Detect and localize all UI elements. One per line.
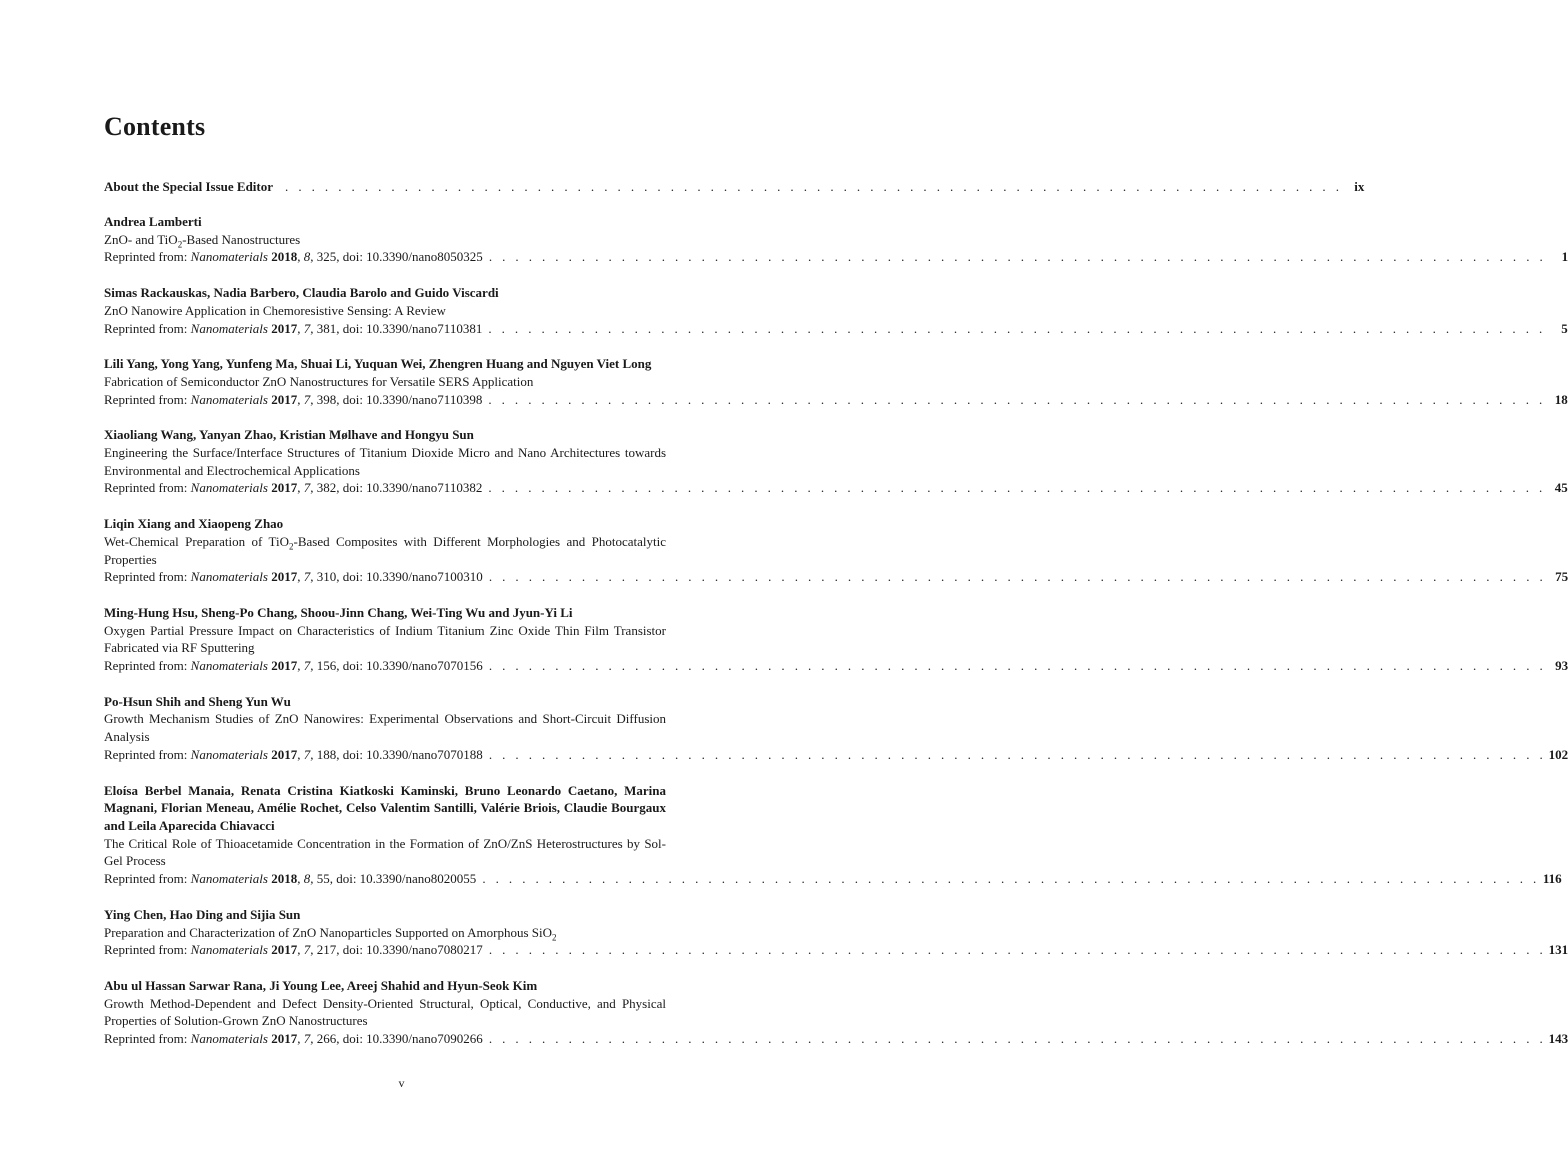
journal-name: Nanomaterials bbox=[190, 658, 268, 674]
reprint-prefix: Reprinted from: bbox=[104, 391, 191, 407]
entry-title bbox=[104, 622, 666, 657]
volume-number: 7 bbox=[303, 658, 311, 674]
leader-dots: . . . . . . . . . . . . . . . . . . . . . . . . . . . . . . . . . . . . . . . . . . . . . . . . . . . . . . . . . . . . . . . . . . . . . . . . . . . . . . . . bbox=[285, 179, 1343, 194]
reprint-citation: Reprinted from: Nanomaterials 2017, 7, 217, doi: 10.3390/nano7080217 bbox=[104, 942, 483, 958]
entry-title bbox=[104, 231, 666, 249]
title-text: Growth Mechanism Studies of ZnO Nanowires: Experimental Observations and Short-Circuit Diffusion Analysis bbox=[104, 711, 666, 745]
reprint-prefix: Reprinted from: bbox=[104, 569, 191, 585]
entry-authors: Ming-Hung Hsu, Sheng-Po Chang, Shoou-Jinn Chang, Wei-Ting Wu and Jyun-Yi Li bbox=[104, 604, 573, 620]
reprint-citation: Reprinted from: Nanomaterials 2017, 7, 188, doi: 10.3390/nano7070188 bbox=[104, 746, 483, 762]
journal-name: Nanomaterials bbox=[190, 480, 268, 496]
reprint-prefix: Reprinted from: bbox=[104, 480, 191, 496]
entry-title bbox=[104, 835, 666, 870]
toc-page-number: 75 bbox=[1555, 569, 1568, 585]
toc-entry[interactable] bbox=[104, 213, 1568, 266]
reprint-citation: Reprinted from: Nanomaterials 2017, 7, 266, doi: 10.3390/nano7090266 bbox=[104, 1031, 483, 1047]
reprint-prefix: Reprinted from: bbox=[104, 942, 191, 958]
entry-title bbox=[104, 302, 666, 320]
toc-about-label: About the Special Issue Editor bbox=[104, 179, 274, 194]
publication-year: 2017 bbox=[271, 1031, 298, 1047]
leader-dots: . . . . . . . . . . . . . . . . . . . . . . . . . . . . . . . . . . . . . . . . . . . . . . . . . . . . . . . . . . . . . . . . . . . . . . . . . . . . . . . . bbox=[488, 1031, 1547, 1047]
journal-name: Nanomaterials bbox=[190, 871, 268, 887]
entry-reprint-line bbox=[104, 391, 1568, 409]
journal-name: Nanomaterials bbox=[190, 320, 268, 336]
leader-dots: . . . . . . . . . . . . . . . . . . . . . . . . . . . . . . . . . . . . . . . . . . . . . . . . . . . . . . . . . . . . . . . . . . . . . . . . . . . . . . . . bbox=[488, 320, 1546, 336]
entry-title bbox=[104, 924, 666, 942]
publication-year: 2017 bbox=[271, 658, 298, 674]
entry-authors: Eloísa Berbel Manaia, Renata Cristina Kiatkoski Kaminski, Bruno Leonardo Caetano, Marina Magnani, Florian Meneau, Amélie Rochet, Celso Valentim Santilli, Valérie Briois, Claudie Bourgaux and Leila Aparecida Chiavacci bbox=[104, 782, 666, 833]
volume-number: 8 bbox=[303, 871, 311, 887]
journal-name: Nanomaterials bbox=[190, 249, 268, 265]
entry-reprint-line bbox=[104, 320, 1568, 338]
entry-title bbox=[104, 444, 666, 479]
publication-year: 2017 bbox=[271, 569, 298, 585]
toc-page-number: 1 bbox=[1561, 249, 1568, 265]
entry-authors: Lili Yang, Yong Yang, Yunfeng Ma, Shuai Li, Yuquan Wei, Zhengren Huang and Nguyen Viet Long bbox=[104, 356, 652, 372]
title-text: Oxygen Partial Pressure Impact on Characteristics of Indium Titanium Zinc Oxide Thin Film Transistor Fabricated via RF Sputtering bbox=[104, 622, 666, 656]
volume-number: 7 bbox=[303, 320, 311, 336]
publication-year: 2018 bbox=[271, 249, 298, 265]
publication-year: 2017 bbox=[271, 942, 298, 958]
title-text: Growth Method-Dependent and Defect Density-Oriented Structural, Optical, Conductive, and Physical Properties of Solution-Grown ZnO Nanostructures bbox=[104, 995, 666, 1029]
entry-reprint-line bbox=[104, 1030, 1568, 1048]
title-text: -Based Nanostructures bbox=[182, 231, 301, 247]
journal-name: Nanomaterials bbox=[190, 746, 268, 762]
reprint-prefix: Reprinted from: bbox=[104, 658, 191, 674]
toc-entry[interactable] bbox=[104, 515, 1568, 586]
leader-dots: . . . . . . . . . . . . . . . . . . . . . . . . . . . . . . . . . . . . . . . . . . . . . . . . . . . . . . . . . . . . . . . . . . . . . . . . . . . . . . . . bbox=[488, 249, 1547, 265]
leader-dots: . . . . . . . . . . . . . . . . . . . . . . . . . . . . . . . . . . . . . . . . . . . . . . . . . . . . . . . . . . . . . . . . . . . . . . . . . . . . . . . . bbox=[488, 746, 1547, 762]
entry-title bbox=[104, 533, 666, 568]
volume-number: 7 bbox=[303, 480, 311, 496]
entry-authors: Ying Chen, Hao Ding and Sijia Sun bbox=[104, 906, 301, 922]
publication-year: 2017 bbox=[271, 480, 298, 496]
entry-title bbox=[104, 710, 666, 745]
toc-about-editor[interactable] bbox=[104, 178, 1365, 195]
leader-dots: . . . . . . . . . . . . . . . . . . . . . . . . . . . . . . . . . . . . . . . . . . . . . . . . . . . . . . . . . . . . . . . . . . . . . . . . . . . . . . . . bbox=[488, 658, 1547, 674]
reprint-prefix: Reprinted from: bbox=[104, 871, 191, 887]
reprint-prefix: Reprinted from: bbox=[104, 320, 191, 336]
toc-page-number: 131 bbox=[1548, 942, 1568, 958]
toc-page-number: 5 bbox=[1561, 320, 1568, 336]
toc-page-number: 45 bbox=[1554, 480, 1568, 496]
leader-dots: . . . . . . . . . . . . . . . . . . . . . . . . . . . . . . . . . . . . . . . . . . . . . . . . . . . . . . . . . . . . . . . . . . . . . . . . . . . . . . . . bbox=[488, 942, 1547, 958]
journal-name: Nanomaterials bbox=[190, 569, 268, 585]
toc-entry[interactable] bbox=[104, 693, 1568, 764]
title-subscript: 2 bbox=[288, 541, 294, 552]
toc-page-number: 116 bbox=[1542, 871, 1562, 887]
entry-reprint-line bbox=[104, 248, 1568, 266]
toc-entry[interactable] bbox=[104, 284, 1568, 337]
doi-details: , 266, doi: 10.3390/nano7090266 bbox=[310, 1031, 483, 1047]
publication-year: 2017 bbox=[271, 320, 298, 336]
title-subscript: 2 bbox=[177, 239, 183, 250]
leader-dots: . . . . . . . . . . . . . . . . . . . . . . . . . . . . . . . . . . . . . . . . . . . . . . . . . . . . . . . . . . . . . . . . . . . . . . . . . . . . . . . . bbox=[488, 569, 1547, 585]
volume-number: 7 bbox=[303, 746, 311, 762]
doi-details: , 217, doi: 10.3390/nano7080217 bbox=[310, 942, 483, 958]
toc-page-number: 143 bbox=[1548, 1031, 1568, 1047]
doi-details: , 156, doi: 10.3390/nano7070156 bbox=[310, 658, 483, 674]
title-text: Preparation and Characterization of ZnO Nanoparticles Supported on Amorphous SiO bbox=[104, 924, 553, 940]
doi-details: , 55, doi: 10.3390/nano8020055 bbox=[310, 871, 477, 887]
title-text: The Critical Role of Thioacetamide Concentration in the Formation of ZnO/ZnS Heterostructures by Sol-Gel Process bbox=[104, 835, 666, 869]
toc-entry[interactable] bbox=[104, 977, 1568, 1048]
toc-entries bbox=[104, 213, 1568, 1048]
doi-details: , 398, doi: 10.3390/nano7110398 bbox=[310, 391, 483, 407]
entry-authors: Liqin Xiang and Xiaopeng Zhao bbox=[104, 516, 284, 532]
reprint-citation: Reprinted from: Nanomaterials 2017, 7, 398, doi: 10.3390/nano7110398 bbox=[104, 391, 483, 407]
reprint-citation: Reprinted from: Nanomaterials 2018, 8, 55, doi: 10.3390/nano8020055 bbox=[104, 871, 477, 887]
entry-reprint-line bbox=[104, 479, 1568, 497]
volume-number: 7 bbox=[303, 569, 311, 585]
reprint-citation: Reprinted from: Nanomaterials 2017, 7, 156, doi: 10.3390/nano7070156 bbox=[104, 658, 483, 674]
reprint-prefix: Reprinted from: bbox=[104, 249, 191, 265]
doi-details: , 188, doi: 10.3390/nano7070188 bbox=[310, 746, 483, 762]
publication-year: 2017 bbox=[271, 391, 298, 407]
reprint-citation: Reprinted from: Nanomaterials 2017, 7, 381, doi: 10.3390/nano7110381 bbox=[104, 320, 483, 336]
leader-dots: . . . . . . . . . . . . . . . . . . . . . . . . . . . . . . . . . . . . . . . . . . . . . . . . . . . . . . . . . . . . . . . . . . . . . . . . . . . . . . . . bbox=[488, 480, 1546, 496]
page-title: Contents bbox=[104, 112, 206, 141]
title-text: ZnO- and TiO bbox=[104, 231, 178, 247]
toc-entry[interactable] bbox=[104, 906, 1568, 959]
doi-details: , 381, doi: 10.3390/nano7110381 bbox=[310, 320, 483, 336]
title-text: -Based Composites with Different Morphologies and Photocatalytic Properties bbox=[104, 533, 667, 567]
entry-authors: Xiaoliang Wang, Yanyan Zhao, Kristian Mølhave and Hongyu Sun bbox=[104, 427, 474, 443]
toc-page-number: 93 bbox=[1555, 658, 1568, 674]
volume-number: 7 bbox=[303, 942, 311, 958]
toc-page-number: 18 bbox=[1554, 391, 1568, 407]
doi-details: , 325, doi: 10.3390/nano8050325 bbox=[310, 249, 483, 265]
leader-dots: . . . . . . . . . . . . . . . . . . . . . . . . . . . . . . . . . . . . . . . . . . . . . . . . . . . . . . . . . . . . . . . . . . . . . . . . . . . . . . . . bbox=[488, 391, 1546, 407]
entry-reprint-line bbox=[104, 870, 1562, 888]
publication-year: 2018 bbox=[271, 871, 298, 887]
entry-title bbox=[104, 995, 666, 1030]
entry-authors: Po-Hsun Shih and Sheng Yun Wu bbox=[104, 693, 291, 709]
toc-entry[interactable] bbox=[104, 782, 1562, 888]
volume-number: 7 bbox=[303, 391, 311, 407]
toc-page-number: 102 bbox=[1548, 746, 1568, 762]
journal-name: Nanomaterials bbox=[190, 1031, 268, 1047]
toc-entry[interactable] bbox=[104, 355, 1568, 408]
title-text: Engineering the Surface/Interface Structures of Titanium Dioxide Micro and Nano Architectures towards Environmental and Electrochemical Applications bbox=[104, 445, 666, 478]
volume-number: 7 bbox=[303, 1031, 311, 1047]
reprint-prefix: Reprinted from: bbox=[104, 746, 191, 762]
table-of-contents bbox=[104, 178, 1568, 1048]
page-folio: v bbox=[398, 1076, 405, 1090]
entry-authors: Simas Rackauskas, Nadia Barbero, Claudia Barolo and Guido Viscardi bbox=[104, 285, 499, 301]
journal-name: Nanomaterials bbox=[190, 391, 268, 407]
publication-year: 2017 bbox=[271, 746, 298, 762]
title-subscript: 2 bbox=[552, 932, 557, 943]
entry-authors: Andrea Lamberti bbox=[104, 214, 202, 229]
doi-details: , 382, doi: 10.3390/nano7110382 bbox=[310, 480, 483, 496]
leader-dots: . . . . . . . . . . . . . . . . . . . . . . . . . . . . . . . . . . . . . . . . . . . . . . . . . . . . . . . . . . . . . . . . . . . . . . . . . . . . . . . . bbox=[482, 871, 1540, 887]
reprint-citation: Reprinted from: Nanomaterials 2018, 8, 325, doi: 10.3390/nano8050325 bbox=[104, 249, 483, 265]
toc-page-number: ix bbox=[1354, 179, 1365, 194]
title-text: Fabrication of Semiconductor ZnO Nanostructures for Versatile SERS Application bbox=[104, 373, 534, 389]
entry-reprint-line bbox=[104, 568, 1568, 586]
reprint-prefix: Reprinted from: bbox=[104, 1031, 191, 1047]
title-text: ZnO Nanowire Application in Chemoresistive Sensing: A Review bbox=[104, 302, 446, 318]
volume-number: 8 bbox=[303, 249, 311, 265]
entry-title bbox=[104, 373, 666, 391]
toc-entry[interactable] bbox=[104, 604, 1568, 675]
toc-entry[interactable] bbox=[104, 426, 1568, 497]
reprint-citation: Reprinted from: Nanomaterials 2017, 7, 310, doi: 10.3390/nano7100310 bbox=[104, 569, 483, 585]
title-text: Wet-Chemical Preparation of TiO bbox=[104, 533, 289, 549]
reprint-citation: Reprinted from: Nanomaterials 2017, 7, 382, doi: 10.3390/nano7110382 bbox=[104, 480, 483, 496]
entry-reprint-line bbox=[104, 746, 1568, 764]
journal-name: Nanomaterials bbox=[190, 942, 268, 958]
doi-details: , 310, doi: 10.3390/nano7100310 bbox=[310, 569, 483, 585]
entry-reprint-line bbox=[104, 941, 1568, 959]
entry-reprint-line bbox=[104, 657, 1568, 675]
entry-authors: Abu ul Hassan Sarwar Rana, Ji Young Lee, Areej Shahid and Hyun-Seok Kim bbox=[104, 977, 538, 993]
